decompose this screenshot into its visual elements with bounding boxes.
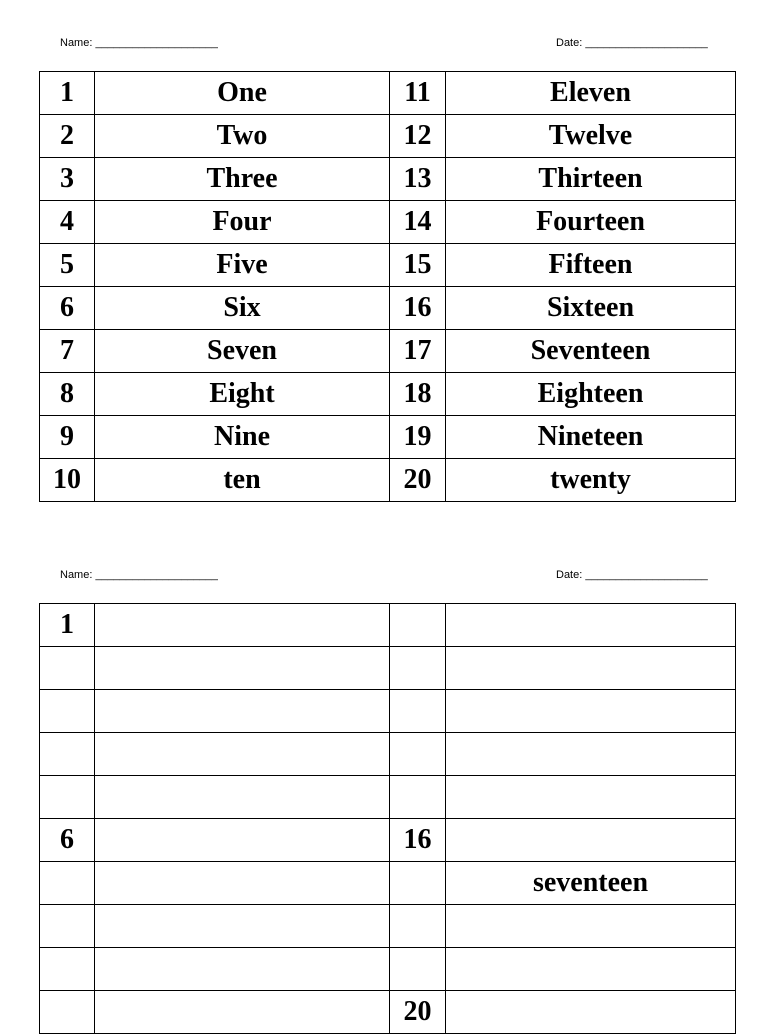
name-field-label[interactable]: Name: ____________________ [60,37,218,49]
number-cell[interactable]: 15 [390,244,446,287]
date-field-label[interactable]: Date: ____________________ [556,569,708,581]
number-cell[interactable]: 20 [390,991,446,1034]
table-row [40,905,736,948]
table-row [40,776,736,819]
table-row [40,819,736,862]
number-cell[interactable]: 4 [40,201,95,244]
table-row [40,690,736,733]
number-cell[interactable]: 20 [390,459,446,502]
number-cell[interactable] [40,647,95,690]
word-cell[interactable] [95,862,390,905]
table-row [40,158,736,201]
date-field-label[interactable]: Date: ____________________ [556,37,708,49]
worksheet2-header [0,569,768,589]
table-row [40,373,736,416]
number-cell[interactable]: 3 [40,158,95,201]
number-cell[interactable]: 1 [40,72,95,115]
table-row [40,416,736,459]
number-cell[interactable]: 6 [40,819,95,862]
number-cell[interactable]: 9 [40,416,95,459]
number-cell[interactable] [40,991,95,1034]
number-cell[interactable]: 11 [390,72,446,115]
word-cell[interactable] [446,991,736,1034]
number-cell[interactable] [390,776,446,819]
number-cell[interactable]: 16 [390,287,446,330]
number-cell[interactable]: 8 [40,373,95,416]
word-cell[interactable] [446,690,736,733]
word-cell[interactable]: Seventeen [446,330,736,373]
table-body [40,72,736,502]
word-cell[interactable]: One [95,72,390,115]
number-cell[interactable] [40,905,95,948]
word-cell[interactable] [446,905,736,948]
word-cell[interactable]: ten [95,459,390,502]
number-cell[interactable] [390,862,446,905]
table-row [40,244,736,287]
word-cell[interactable]: Thirteen [446,158,736,201]
word-cell[interactable]: Sixteen [446,287,736,330]
worksheet1-header [0,37,768,57]
number-cell[interactable] [40,862,95,905]
word-cell[interactable] [446,776,736,819]
table-row [40,330,736,373]
table-row [40,862,736,905]
number-cell[interactable]: 13 [390,158,446,201]
number-cell[interactable] [390,905,446,948]
word-cell[interactable]: Seven [95,330,390,373]
word-cell[interactable] [446,647,736,690]
word-cell[interactable]: Fourteen [446,201,736,244]
word-cell[interactable]: Three [95,158,390,201]
number-cell[interactable] [390,604,446,647]
word-cell[interactable] [95,948,390,991]
word-cell[interactable]: Four [95,201,390,244]
number-cell[interactable] [390,690,446,733]
number-cell[interactable] [390,647,446,690]
number-words-table [39,71,736,502]
table-row [40,604,736,647]
word-cell[interactable] [95,647,390,690]
word-cell[interactable] [446,819,736,862]
number-cell[interactable] [40,733,95,776]
word-cell[interactable] [446,604,736,647]
word-cell[interactable] [446,948,736,991]
table-row [40,991,736,1034]
number-cell[interactable]: 1 [40,604,95,647]
word-cell[interactable] [95,991,390,1034]
practice-table [39,603,736,1034]
word-cell[interactable] [95,690,390,733]
number-cell[interactable]: 17 [390,330,446,373]
number-cell[interactable]: 2 [40,115,95,158]
table-row [40,948,736,991]
word-cell[interactable]: Two [95,115,390,158]
number-cell[interactable]: 6 [40,287,95,330]
number-cell[interactable] [390,733,446,776]
word-cell[interactable] [95,604,390,647]
word-cell[interactable] [95,819,390,862]
table-row [40,115,736,158]
word-cell[interactable]: Eleven [446,72,736,115]
word-cell[interactable]: Eight [95,373,390,416]
word-cell[interactable]: Fifteen [446,244,736,287]
number-cell[interactable]: 19 [390,416,446,459]
table-row [40,201,736,244]
name-field-label[interactable]: Name: ____________________ [60,569,218,581]
number-cell[interactable] [390,948,446,991]
number-cell[interactable]: 16 [390,819,446,862]
word-cell[interactable]: twenty [446,459,736,502]
word-cell[interactable]: seventeen [446,862,736,905]
word-cell[interactable] [95,733,390,776]
word-cell[interactable]: Twelve [446,115,736,158]
word-cell[interactable]: Five [95,244,390,287]
number-cell[interactable]: 10 [40,459,95,502]
table-body [40,604,736,1034]
number-cell[interactable] [40,948,95,991]
number-cell[interactable]: 7 [40,330,95,373]
table-row [40,72,736,115]
word-cell[interactable] [446,733,736,776]
word-cell[interactable]: Eighteen [446,373,736,416]
table-row [40,459,736,502]
word-cell[interactable] [95,776,390,819]
table-row [40,647,736,690]
number-cell[interactable]: 5 [40,244,95,287]
number-cell[interactable] [40,690,95,733]
table-row [40,287,736,330]
number-cell[interactable] [40,776,95,819]
word-cell[interactable]: Six [95,287,390,330]
word-cell[interactable] [95,905,390,948]
table-row [40,733,736,776]
word-cell[interactable]: Nineteen [446,416,736,459]
number-cell[interactable]: 12 [390,115,446,158]
word-cell[interactable]: Nine [95,416,390,459]
number-cell[interactable]: 14 [390,201,446,244]
number-cell[interactable]: 18 [390,373,446,416]
